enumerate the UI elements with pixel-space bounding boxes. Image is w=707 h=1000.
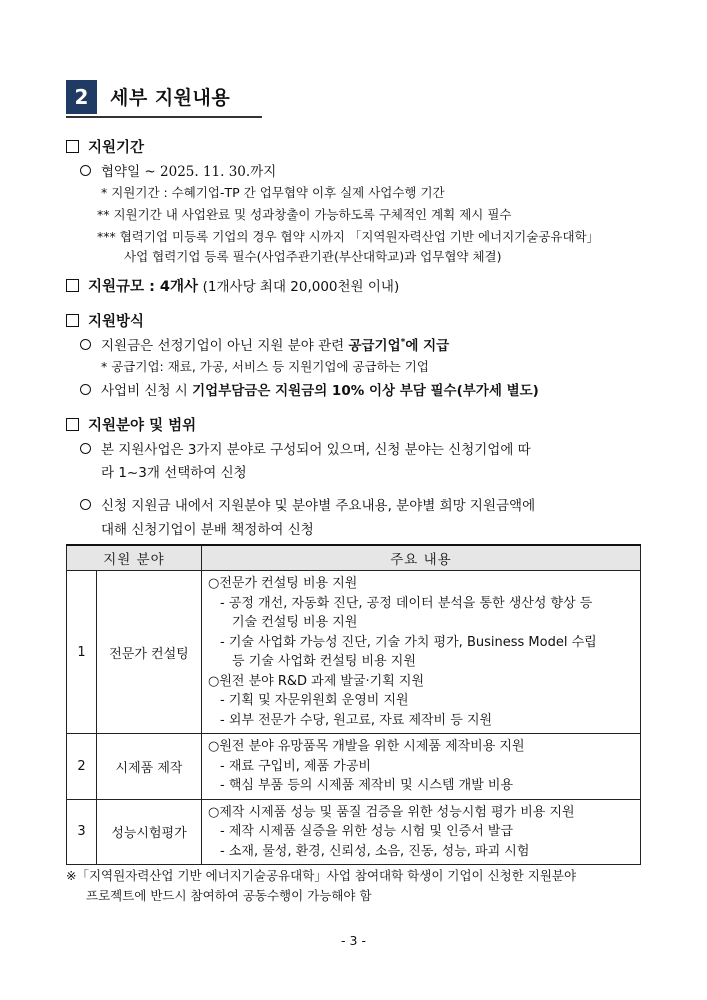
row-content [202,799,641,865]
page-number: - 3 - [341,933,366,948]
checkbox-square-icon [66,279,79,292]
checkbox-square-icon [66,418,79,431]
footnote [66,866,576,906]
content-line: - 제작 시제품 실증을 위한 성능 시험 및 인증서 발급 [220,824,514,839]
method-item-2: 사업비 신청 시 기업부담금은 지원금의 10% 이상 부담 필수(부가세 별도) [80,379,539,399]
scope-item-1: 본 지원사업은 3가지 분야로 구성되어 있으며, 신청 분야는 신청기업에 따 [80,438,531,458]
scope-item-2: 신청 지원금 내에서 지원분야 및 분야별 주요내용, 분야별 희망 지원금액에 [80,494,535,514]
scope-item-1-cont: 라 1~3개 선택하여 신청 [101,465,247,481]
circle-bullet-icon [80,339,91,350]
content-line: 기술 컨설팅 비용 지원 [232,615,358,630]
row-area: 시제품 제작 [97,734,202,800]
content-line: ○제작 시제품 성능 및 품질 검증을 위한 성능시험 평가 비용 지원 [208,804,575,820]
scope-heading: 지원분야 및 범위 [66,414,196,435]
table-row [67,799,641,865]
period-item: 협약일 ~ 2025. 11. 30.까지 [80,160,276,180]
content-line: - 기획 및 자문위원회 운영비 지원 [220,693,409,708]
scale-line [66,275,399,296]
circle-bullet-icon [80,499,91,510]
content-line: - 재료 구입비, 제품 가공비 [220,758,371,774]
row-area: 성능시험평가 [97,799,202,865]
section-number-badge: 2 [66,80,97,114]
circle-bullet-icon [80,443,91,454]
footnote-line-1: ※「지역원자력산업 기반 에너지기술공유대학」사업 참여대학 학생이 기업이 신청한 지원분야 [66,868,577,883]
content-line: - 핵심 부품 등의 시제품 제작비 및 시스템 개발 비용 [220,778,514,793]
checkbox-square-icon [66,314,79,327]
row-content [202,571,641,734]
circle-bullet-icon [80,165,91,176]
checkbox-square-icon [66,140,79,153]
section-underline [66,116,262,118]
content-line: ○원전 분야 R&D 과제 발굴·기획 지원 [208,673,425,689]
content-line: - 공정 개선, 자동화 진단, 공정 데이터 분석을 통한 생산성 향상 등 [220,595,593,611]
scale-detail: (1개사당 최대 20,000천원 이내) [202,279,400,295]
support-table [66,544,641,865]
period-note-2: ** 지원기간 내 사업완료 및 성과창출이 가능하도록 구체적인 계획 제시 필수 [97,207,512,222]
table-header-content: 주요 내용 [202,545,641,571]
period-note-1: * 지원기간 : 수혜기업-TP 간 업무협약 이후 실제 사업수행 기간 [101,185,445,200]
section-title: 세부 지원내용 [110,87,231,109]
content-line: ○원전 분야 유망품목 개발을 위한 시제품 제작비용 지원 [208,739,525,754]
table-header-area: 지원 분야 [67,545,202,571]
row-area: 전문가 컨설팅 [97,571,202,734]
scale-heading: 지원규모 : 4개사 [88,279,199,295]
period-note-3: *** 협력기업 미등록 기업의 경우 협약 시까지 「지역원자력산업 기반 에너지기술공유대학」 [97,229,600,244]
content-line: - 기술 사업화 가능성 진단, 기술 가치 평가, Business Model 수립 [220,634,597,650]
row-number: 2 [67,734,97,800]
content-line: - 외부 전문가 수당, 원고료, 자료 제작비 등 지원 [220,712,493,728]
footnote-line-2: 프로젝트에 반드시 참여하여 공동수행이 가능해야 함 [86,888,372,903]
method-item-1: 지원금은 선정기업이 아닌 지원 분야 관련 공급기업*에 지급 [80,334,449,354]
table-header-row [67,545,641,571]
content-line: 등 기술 사업화 컨설팅 비용 지원 [232,654,416,669]
table-row [67,571,641,734]
table-row [67,734,641,800]
period-note-3-cont: 사업 협력기업 등록 필수(사업주관기관(부산대학교)과 업무협약 체결) [124,249,502,264]
row-number: 1 [67,571,97,734]
content-line: - 소재, 물성, 환경, 신뢰성, 소음, 진동, 성능, 파괴 시험 [220,843,530,859]
period-heading: 지원기간 [66,136,144,157]
scope-item-2-cont: 대해 신청기업이 분배 책정하여 신청 [101,522,314,538]
content-line: ○전문가 컨설팅 비용 지원 [208,576,358,591]
method-note: * 공급기업: 재료, 가공, 서비스 등 지원기업에 공급하는 기업 [101,359,429,374]
circle-bullet-icon [80,384,91,395]
method-heading: 지원방식 [66,310,144,331]
row-content [202,734,641,800]
row-number: 3 [67,799,97,865]
section-heading [66,80,262,116]
